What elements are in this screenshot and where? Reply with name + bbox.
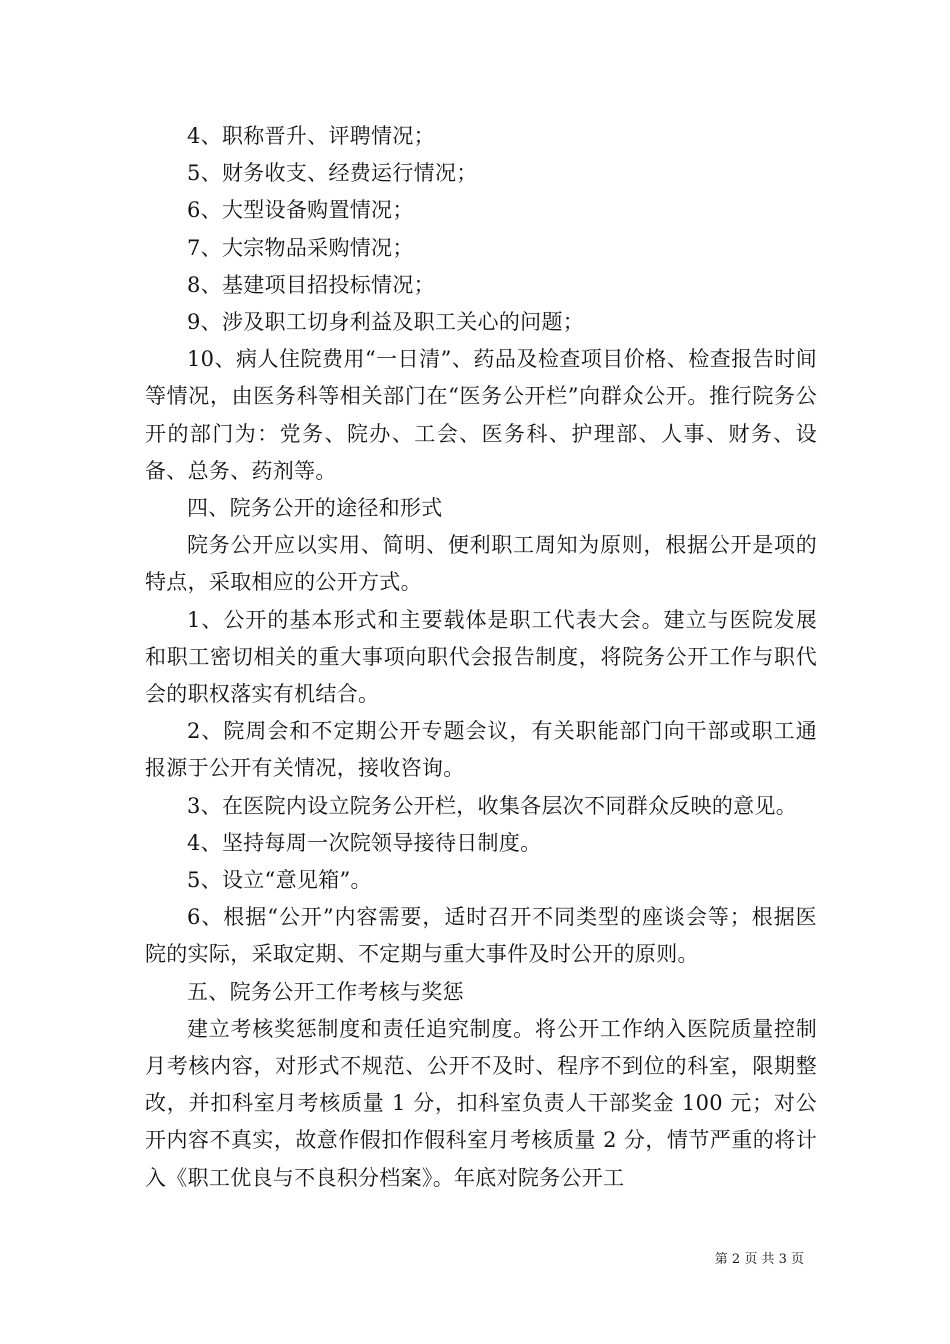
method-item-2: 2、院周会和不定期公开专题会议，有关职能部门向干部或职工通报源于公开有关情况，接收咨询。 [145, 719, 817, 781]
method-item-4: 4、坚持每周一次院领导接待日制度。 [187, 830, 542, 855]
list-item-6: 6、大型设备购置情况； [187, 198, 414, 223]
document-body [145, 118, 817, 1197]
list-item-9: 9、涉及职工切身利益及职工关心的问题； [187, 310, 585, 335]
list-item-8: 8、基建项目招投标情况； [187, 272, 435, 297]
section-heading-5: 五、院务公开工作考核与奖惩 [187, 979, 464, 1004]
page-number: 第 2 页 共 3 页 [714, 1252, 804, 1267]
list-item-7: 7、大宗物品采购情况； [187, 235, 414, 260]
method-item-3: 3、在医院内设立院务公开栏，收集各层次不同群众反映的意见。 [187, 793, 798, 818]
paragraph-principle: 院务公开应以实用、简明、便利职工周知为原则，根据公开是项的特点，采取相应的公开方式。 [145, 533, 817, 595]
list-item-4: 4、职称晋升、评聘情况； [187, 124, 435, 148]
list-item-10: 10、病人住院费用“一日清”、药品及检查项目价格、检查报告时间等情况，由医务科等相关部门在“医务公开栏”向群众公开。推行院务公开的部门为：党务、院办、工会、医务科、护理部、人事、财务、设备、总务、药剂等。 [145, 347, 817, 483]
list-item-5: 5、财务收支、经费运行情况； [187, 161, 478, 186]
method-item-5: 5、设立“意见箱”。 [187, 868, 372, 893]
method-item-1: 1、公开的基本形式和主要载体是职工代表大会。建立与医院发展和职工密切相关的重大事项向职代会报告制度，将院务公开工作与职代会的职权落实有机结合。 [145, 607, 817, 707]
method-item-6: 6、根据“公开”内容需要，适时召开不同类型的座谈会等；根据医院的实际，采取定期、不定期与重大事件及时公开的原则。 [145, 905, 817, 967]
section-heading-4: 四、院务公开的途径和形式 [187, 496, 443, 521]
paragraph-assessment: 建立考核奖惩制度和责任追究制度。将公开工作纳入医院质量控制月考核内容，对形式不规范、公开不及时、程序不到位的科室，限期整改，并扣科室月考核质量 1 分，扣科室负责人干部奖金 100 元；对公开内容不真实，故意作假扣作假科室月考核质量 2 分，情节严重的将计入《职工优良与不良积分档案》。年底对院务公开工 [145, 1016, 817, 1190]
